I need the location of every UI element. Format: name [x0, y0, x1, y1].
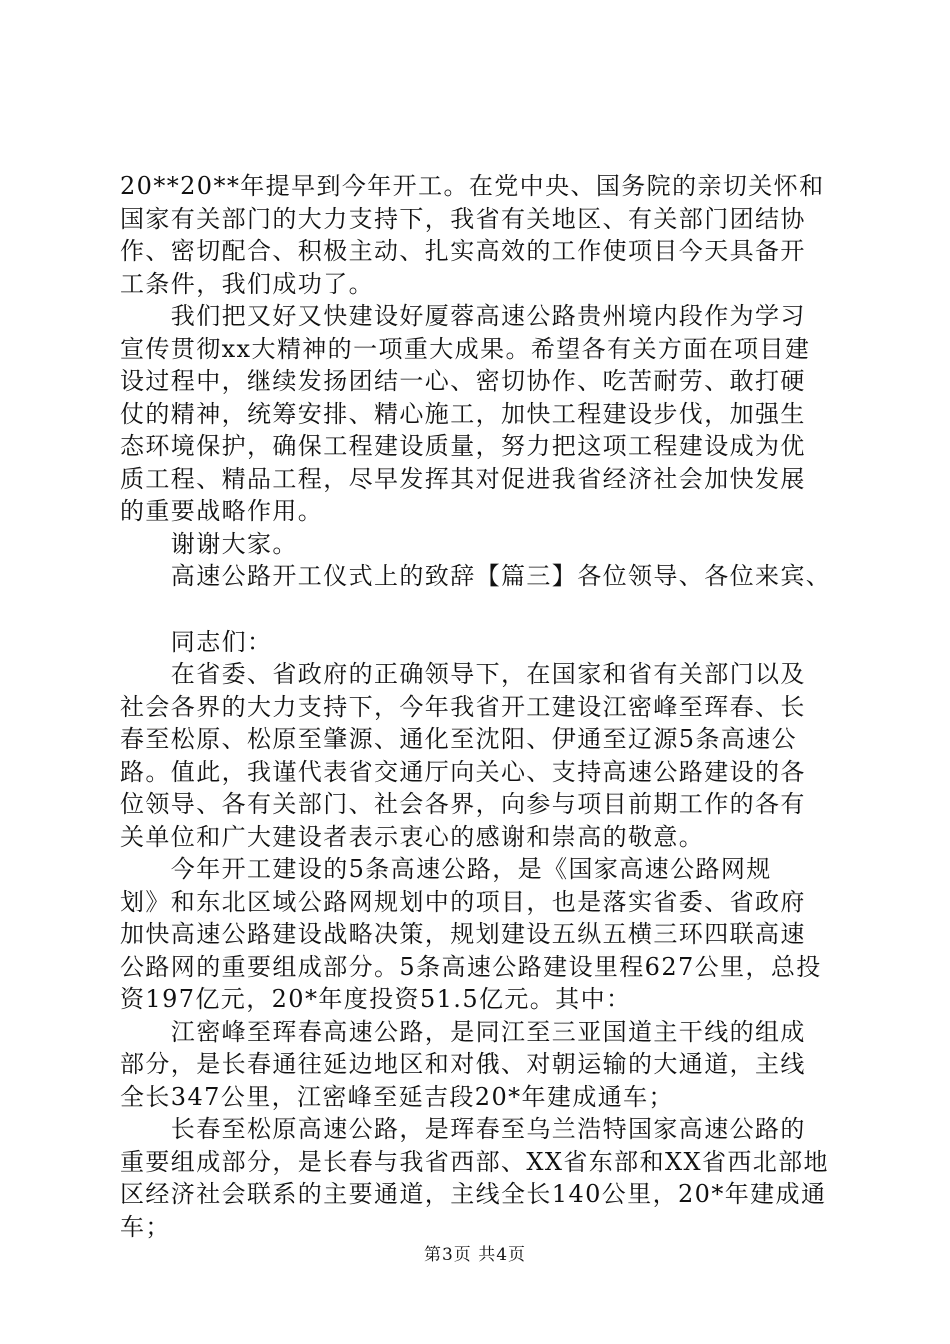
text-line: 全长347公里，江密峰至延吉段20*年建成通车； [120, 1082, 674, 1111]
text-line: 设过程中，继续发扬团结一心、密切协作、吃苦耐劳、敢打硬 [120, 367, 806, 395]
text-line: 我们把又好又快建设好厦蓉高速公路贵州境内段作为学习 [120, 302, 806, 330]
text-line: 同志们： [120, 627, 273, 656]
text-line: 划》和东北区域公路网规划中的项目，也是落实省委、省政府 [120, 887, 806, 916]
text-line: 资197亿元，20*年度投资51.5亿元。其中： [120, 985, 632, 1013]
text-line: 公路网的重要组成部分。5条高速公路建设里程627公里，总投 [120, 952, 822, 981]
text-line: 高速公路开工仪式上的致辞【篇三】各位领导、各位来宾、 [120, 562, 832, 590]
text-line: 国家有关部门的大力支持下，我省有关地区、有关部门团结协 [120, 204, 806, 233]
text-line: 工条件，我们成功了。 [120, 269, 374, 298]
text-line: 春至松原、松原至肇源、通化至沈阳、伊通至辽源5条高速公 [120, 725, 798, 753]
text-line: 宣传贯彻xx大精神的一项重大成果。希望各有关方面在项目建 [120, 334, 811, 363]
text-line: 加快高速公路建设战略决策，规划建设五纵五横三环四联高速 [120, 920, 806, 948]
text-line: 长春至松原高速公路，是珲春至乌兰浩特国家高速公路的 [120, 1115, 806, 1143]
text-line: 部分，是长春通往延边地区和对俄、对朝运输的大通道，主线 [120, 1050, 806, 1078]
text-line: 20**20**年提早到今年开工。在党中央、国务院的亲切关怀和 [120, 172, 825, 200]
text-line: 重要组成部分，是长春与我省西部、XX省东部和XX省西北部地 [120, 1147, 829, 1176]
text-line: 江密峰至珲春高速公路，是同江至三亚国道主干线的组成 [120, 1017, 806, 1046]
text-line: 区经济社会联系的主要通道，主线全长140公里，20*年建成通 [120, 1180, 827, 1208]
text-line: 车； [120, 1212, 171, 1241]
document-body [120, 170, 840, 1243]
text-line: 在省委、省政府的正确领导下，在国家和省有关部门以及 [120, 660, 806, 688]
paragraph-gap [120, 593, 840, 626]
text-line: 关单位和广大建设者表示衷心的感谢和崇高的敬意。 [120, 822, 705, 851]
text-line: 路。值此，我谨代表省交通厅向关心、支持高速公路建设的各 [120, 757, 806, 786]
text-line: 位领导、各有关部门、社会各界，向参与项目前期工作的各有 [120, 790, 806, 818]
text-line: 社会各界的大力支持下，今年我省开工建设江密峰至珲春、长 [120, 692, 806, 721]
text-line: 态环境保护，确保工程建设质量，努力把这项工程建设成为优 [120, 432, 806, 460]
text-line: 今年开工建设的5条高速公路，是《国家高速公路网规 [120, 855, 772, 883]
text-line: 作、密切配合、积极主动、扎实高效的工作使项目今天具备开 [120, 237, 806, 265]
text-line: 质工程、精品工程，尽早发挥其对促进我省经济社会加快发展 [120, 464, 806, 493]
page-number-footer: 第3页 共4页 [423, 1245, 527, 1265]
text-line: 谢谢大家。 [120, 529, 298, 558]
text-line: 仗的精神，统筹安排、精心施工，加快工程建设步伐，加强生 [120, 399, 806, 428]
text-line: 的重要战略作用。 [120, 497, 324, 525]
